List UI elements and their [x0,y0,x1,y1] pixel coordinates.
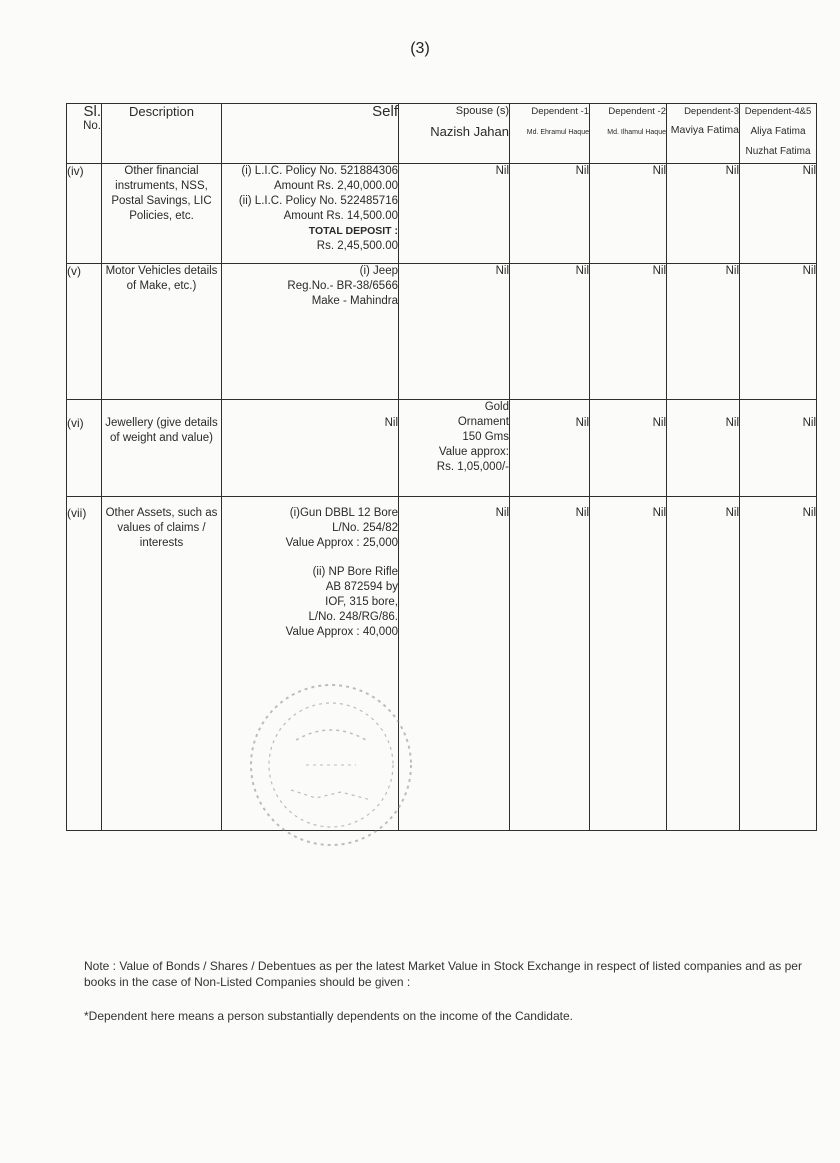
header-dep3-name: Maviya Fatima [670,124,739,136]
assets-table [66,103,817,831]
row-dep2-value: Nil [590,264,667,400]
row-dep2-value: Nil [590,164,667,264]
header-dep45-name-2: Nuzhat Fatima [745,146,811,157]
self-line: Amount Rs. 2,40,000.00 [273,180,398,192]
header-dep1-label: Dependent -1 [531,106,589,117]
row-dep45-value: Nil [740,164,817,264]
self-total-value: Rs. 2,45,500.00 [316,240,398,252]
header-sl [67,104,102,164]
header-dep3-label: Dependent-3 [684,106,739,117]
spouse-line: Gold [484,401,509,413]
table-header-row [67,104,817,164]
header-dep45-name-1: Aliya Fatima [750,126,806,137]
spouse-line: Ornament [457,416,509,428]
row-dep3-value: Nil [667,164,740,264]
footnote-valuation: Note : Value of Bonds / Shares / Debentues as per the latest Market Value in Stock Exchange in respect of listed companies and as per books in the case of Non-Listed Companies should be given : [84,959,802,989]
page-number: (3) [410,40,430,57]
row-self-value: Nil [222,400,399,497]
header-dependent-3 [667,104,740,164]
row-dep3-value: Nil [667,264,740,400]
row-dep1-value: Nil [510,164,590,264]
row-spouse-value: Nil [399,497,510,831]
self-line: L/No. 248/RG/86. [308,611,398,623]
row-dep45-value: Nil [740,264,817,400]
self-line: L/No. 254/82 [332,522,398,534]
self-line: (i)Gun DBBL 12 Bore [289,507,398,519]
table-row [67,264,817,400]
header-dep2-name: Md. Ilhamul Haque [607,129,666,136]
table-row [67,400,817,497]
row-description: Other financial instruments, NSS, Postal Savings, LIC Policies, etc. [102,164,222,264]
header-dep2-label: Dependent -2 [608,106,666,117]
header-self: Self [222,104,399,164]
row-dep3-value: Nil [667,497,740,831]
spouse-line: Value approx: [438,446,509,458]
row-sl: (vii) [67,497,102,831]
header-sl-label: Sl. [83,103,101,120]
header-dependent-4-5 [740,104,817,164]
header-spouse-name: Nazish Jahan [430,124,509,139]
self-line: Make - Mahindra [311,295,398,307]
row-description: Motor Vehicles details of Make, etc.) [102,264,222,400]
self-line: Reg.No.- BR-38/6566 [287,280,398,292]
self-line: Value Approx : 25,000 [285,537,398,549]
row-self-value [222,497,399,831]
row-dep1-value: Nil [510,264,590,400]
header-dependent-1 [510,104,590,164]
self-line: Value Approx : 40,000 [285,626,398,638]
header-description: Description [102,104,222,164]
row-description: Other Assets, such as values of claims / interests [102,497,222,831]
self-line: (ii) L.I.C. Policy No. 522485716 [238,195,398,207]
row-dep2-value: Nil [590,400,667,497]
table-row [67,164,817,264]
row-sl: (v) [67,264,102,400]
row-description: Jewellery (give details of weight and value) [102,400,222,497]
self-line: (i) L.I.C. Policy No. 521884306 [241,165,398,177]
row-spouse-value: Nil [399,164,510,264]
row-spouse-value: Nil [399,264,510,400]
row-sl: (iv) [67,164,102,264]
row-dep1-value: Nil [510,400,590,497]
spouse-line: 150 Gms [462,431,509,443]
row-dep3-value: Nil [667,400,740,497]
row-dep2-value: Nil [590,497,667,831]
self-line: (i) Jeep [359,265,398,277]
row-dep45-value: Nil [740,497,817,831]
header-dependent-2 [590,104,667,164]
self-total-label: TOTAL DEPOSIT : [308,225,398,237]
row-self-value [222,264,399,400]
self-line: AB 872594 by [325,581,398,593]
self-line: (ii) NP Bore Rifle [312,566,398,578]
row-sl: (vi) [67,400,102,497]
header-dep1-name: Md. Ehramul Haque [526,129,589,136]
spouse-line: Rs. 1,05,000/- [436,461,509,473]
header-no-label: No. [83,120,101,132]
self-line: IOF, 315 bore, [325,596,398,608]
row-dep1-value: Nil [510,497,590,831]
footnote-dependent-definition: *Dependent here means a person substantially dependents on the income of the Candidate. [84,1009,573,1023]
header-spouse-label: Spouse (s) [455,105,509,117]
row-dep45-value: Nil [740,400,817,497]
row-spouse-value [399,400,510,497]
header-spouse [399,104,510,164]
header-dep45-label: Dependent-4&5 [744,106,812,117]
self-line: Amount Rs. 14,500.00 [283,210,398,222]
row-self-value [222,164,399,264]
table-row [67,497,817,831]
